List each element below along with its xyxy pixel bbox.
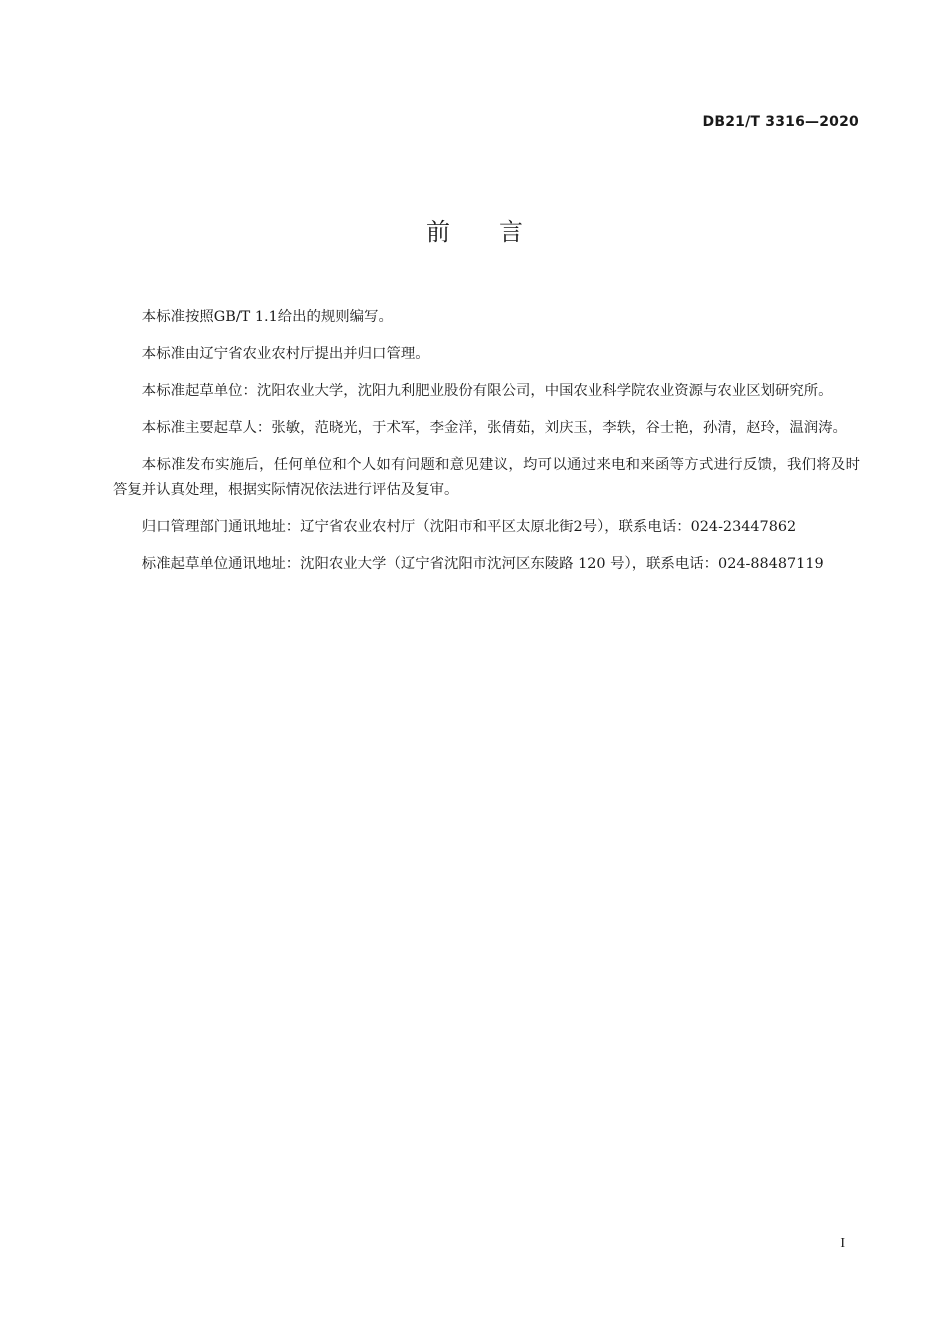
page-number: I (840, 1236, 845, 1251)
paragraph-authority-address: 归口管理部门通讯地址：辽宁省农业农村厅（沈阳市和平区太原北街2号），联系电话：024-23447862 (141, 518, 797, 535)
paragraph-feedback: 本标准发布实施后，任何单位和个人如有问题和意见建议，均可以通过来电和来函等方式进行反馈，我们将及时答复并认真处理，根据实际情况依法进行评估及复审。 (113, 457, 860, 498)
paragraph-drafting-units: 本标准起草单位：沈阳农业大学，沈阳九利肥业股份有限公司，中国农业科学院农业资源与农业区划研究所。 (141, 383, 833, 399)
foreword-body (113, 305, 860, 589)
title-char-1: 前 (426, 218, 451, 246)
page-title (0, 212, 950, 247)
paragraph-proposer: 本标准由辽宁省农业农村厅提出并归口管理。 (141, 346, 430, 362)
paragraph-drafting-rules: 本标准按照GB/T 1.1给出的规则编写。 (141, 309, 393, 325)
paragraph-drafters: 本标准主要起草人：张敏，范晓光，于术军，李金洋，张倩茹，刘庆玉，李轶，谷士艳，孙清，赵玲，温润涛。 (141, 420, 847, 436)
document-code: DB21/T 3316—2020 (702, 114, 859, 130)
paragraph-drafter-address: 标准起草单位通讯地址：沈阳农业大学（辽宁省沈阳市沈河区东陵路 120 号），联系电话：024-88487119 (141, 555, 824, 572)
title-char-2: 言 (499, 218, 524, 246)
